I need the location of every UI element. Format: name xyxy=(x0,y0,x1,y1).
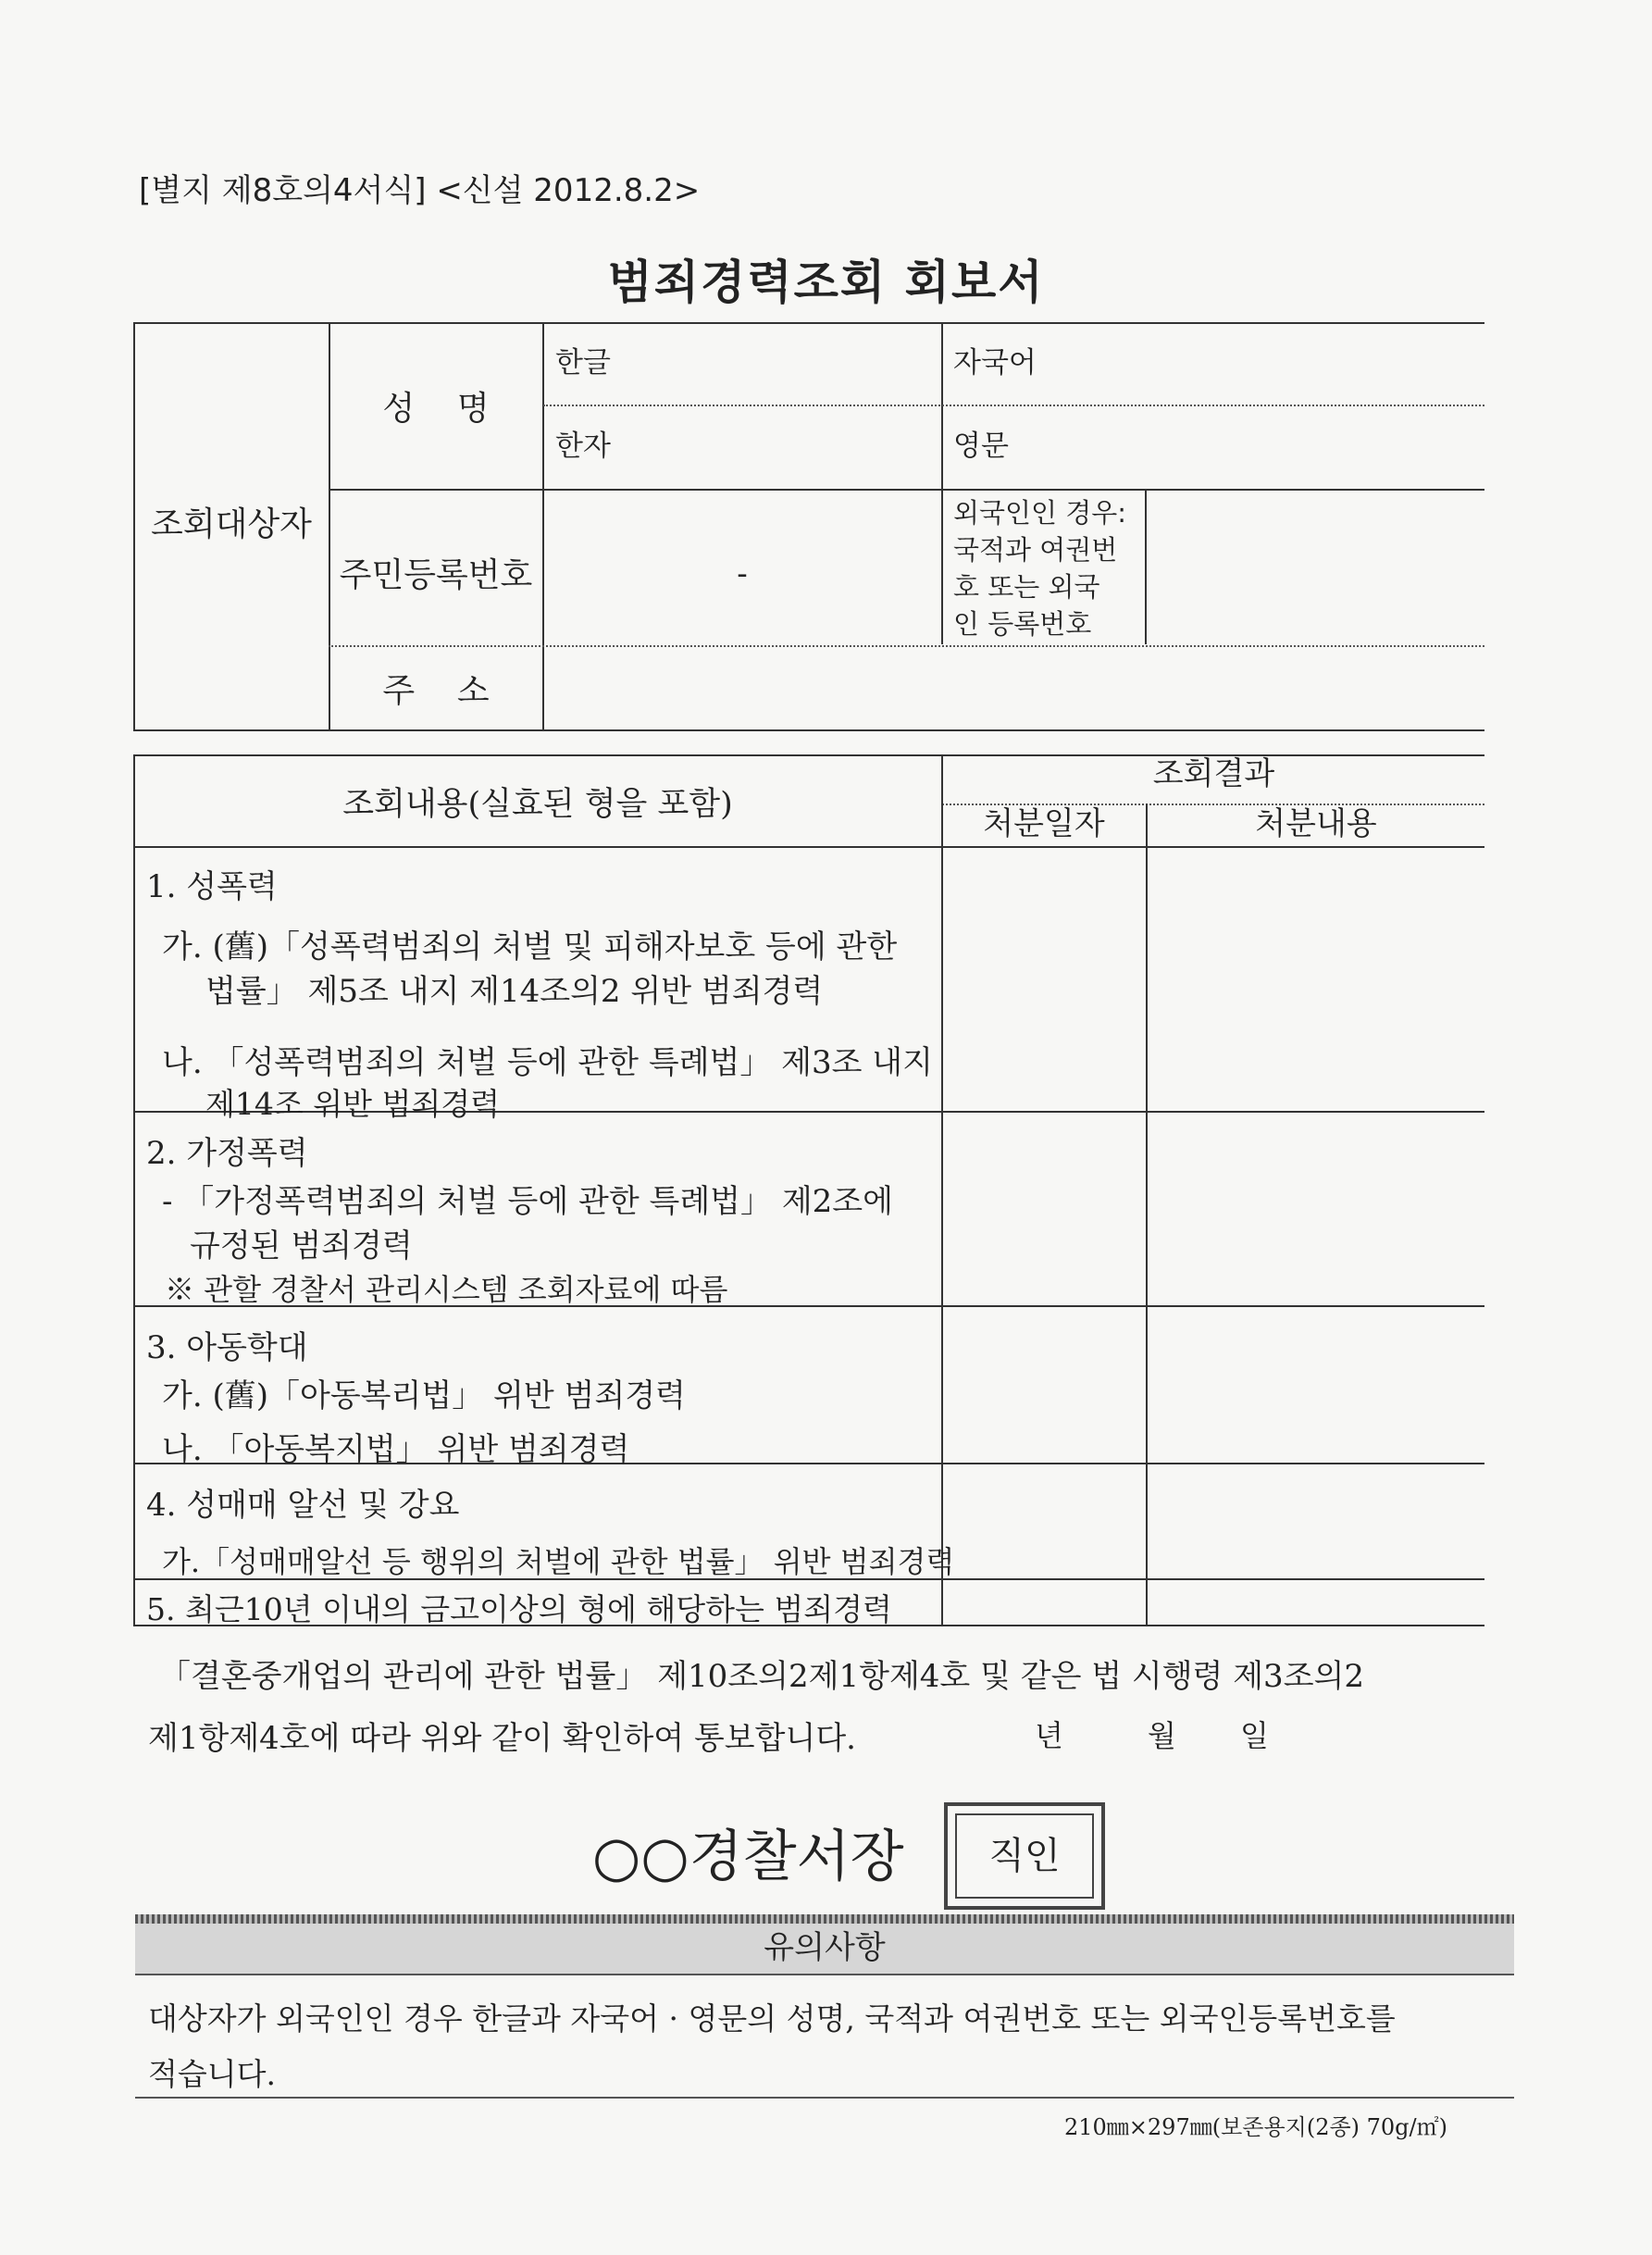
list-item: 5. 최근10년 이내의 금고이상의 형에 해당하는 범죄경력 xyxy=(146,1591,892,1627)
official-seal-box xyxy=(944,1802,1105,1910)
caution-line-2: 적습니다. xyxy=(148,2056,277,2092)
list-item: 3. 아동학대 xyxy=(146,1329,308,1366)
issuer-name: ○○경찰서장 xyxy=(592,1825,904,1889)
list-item: ※ 관할 경찰서 관리시스템 조회자료에 따름 xyxy=(165,1272,728,1307)
list-item: 2. 가정폭력 xyxy=(146,1135,308,1172)
list-item: 규정된 범죄경력 xyxy=(190,1227,413,1265)
korean-name-label: 한글 xyxy=(555,346,611,380)
list-item: 1. 성폭력 xyxy=(146,868,278,905)
name-label: 성 명 xyxy=(382,390,490,428)
caution-top-rule xyxy=(135,1914,1514,1924)
disposition-detail-header: 처분내용 xyxy=(1255,805,1377,842)
foreigner-id-note: 외국인인 경우: 국적과 여권번 호 또는 외국 인 등록번호 xyxy=(953,497,1127,640)
caution-header: 유의사항 xyxy=(764,1929,886,1966)
hanja-name-label: 한자 xyxy=(555,430,611,463)
caution-line-1: 대상자가 외국인인 경우 한글과 자국어 · 영문의 성명, 국적과 여권번호 또는 외국인등록번호를 xyxy=(148,2000,1396,2037)
disposition-date-header: 처분일자 xyxy=(983,805,1105,842)
seal-label: 직인 xyxy=(988,1835,1061,1877)
list-item: - 「가정폭력범죄의 처벌 등에 관한 특례법」 제2조에 xyxy=(162,1183,894,1220)
form-number-note: [별지 제8호의4서식] <신설 2012.8.2> xyxy=(139,172,701,209)
notice-line-1: 「결혼중개업의 관리에 관한 법률」 제10조의2제1항제4호 및 같은 법 시행령 제3조의2 xyxy=(159,1658,1365,1695)
paper-spec: 210㎜×297㎜(보존용지(2종) 70g/㎡) xyxy=(1064,2114,1447,2140)
list-item: 법률」 제5조 내지 제14조의2 위반 범죄경력 xyxy=(205,973,824,1010)
date-year-label: 년 xyxy=(1035,1718,1063,1753)
inquiry-content-header: 조회내용(실효된 형을 포함) xyxy=(342,786,733,823)
date-day-label: 일 xyxy=(1240,1718,1269,1753)
english-name-label: 영문 xyxy=(953,430,1009,463)
native-name-label: 자국어 xyxy=(953,346,1037,380)
document-title: 범죄경력조회 회보서 xyxy=(607,255,1045,309)
address-label: 주 소 xyxy=(382,672,490,710)
list-item: 나. 「성폭력범죄의 처벌 등에 관한 특례법」 제3조 내지 xyxy=(162,1044,933,1081)
list-item: 가. (舊)「성폭력범죄의 처벌 및 피해자보호 등에 관한 xyxy=(162,928,898,966)
list-item: 나. 「아동복지법」 위반 범죄경력 xyxy=(162,1431,630,1468)
inquiry-result-header: 조회결과 xyxy=(1152,755,1275,792)
list-item: 4. 성매매 알선 및 강요 xyxy=(146,1487,460,1524)
list-item: 가.「성매매알선 등 행위의 처벌에 관한 법률」 위반 범죄경력 xyxy=(162,1544,955,1579)
list-item: 제14조 위반 범죄경력 xyxy=(205,1086,500,1122)
list-item: 가. (舊)「아동복리법」 위반 범죄경력 xyxy=(162,1377,686,1414)
rrn-value: - xyxy=(737,555,748,592)
rrn-label: 주민등록번호 xyxy=(339,556,533,594)
date-month-label: 월 xyxy=(1148,1718,1176,1753)
subject-section-label: 조회대상자 xyxy=(151,505,312,543)
notice-line-2: 제1항제4호에 따라 위와 같이 확인하여 통보합니다. xyxy=(148,1720,856,1757)
